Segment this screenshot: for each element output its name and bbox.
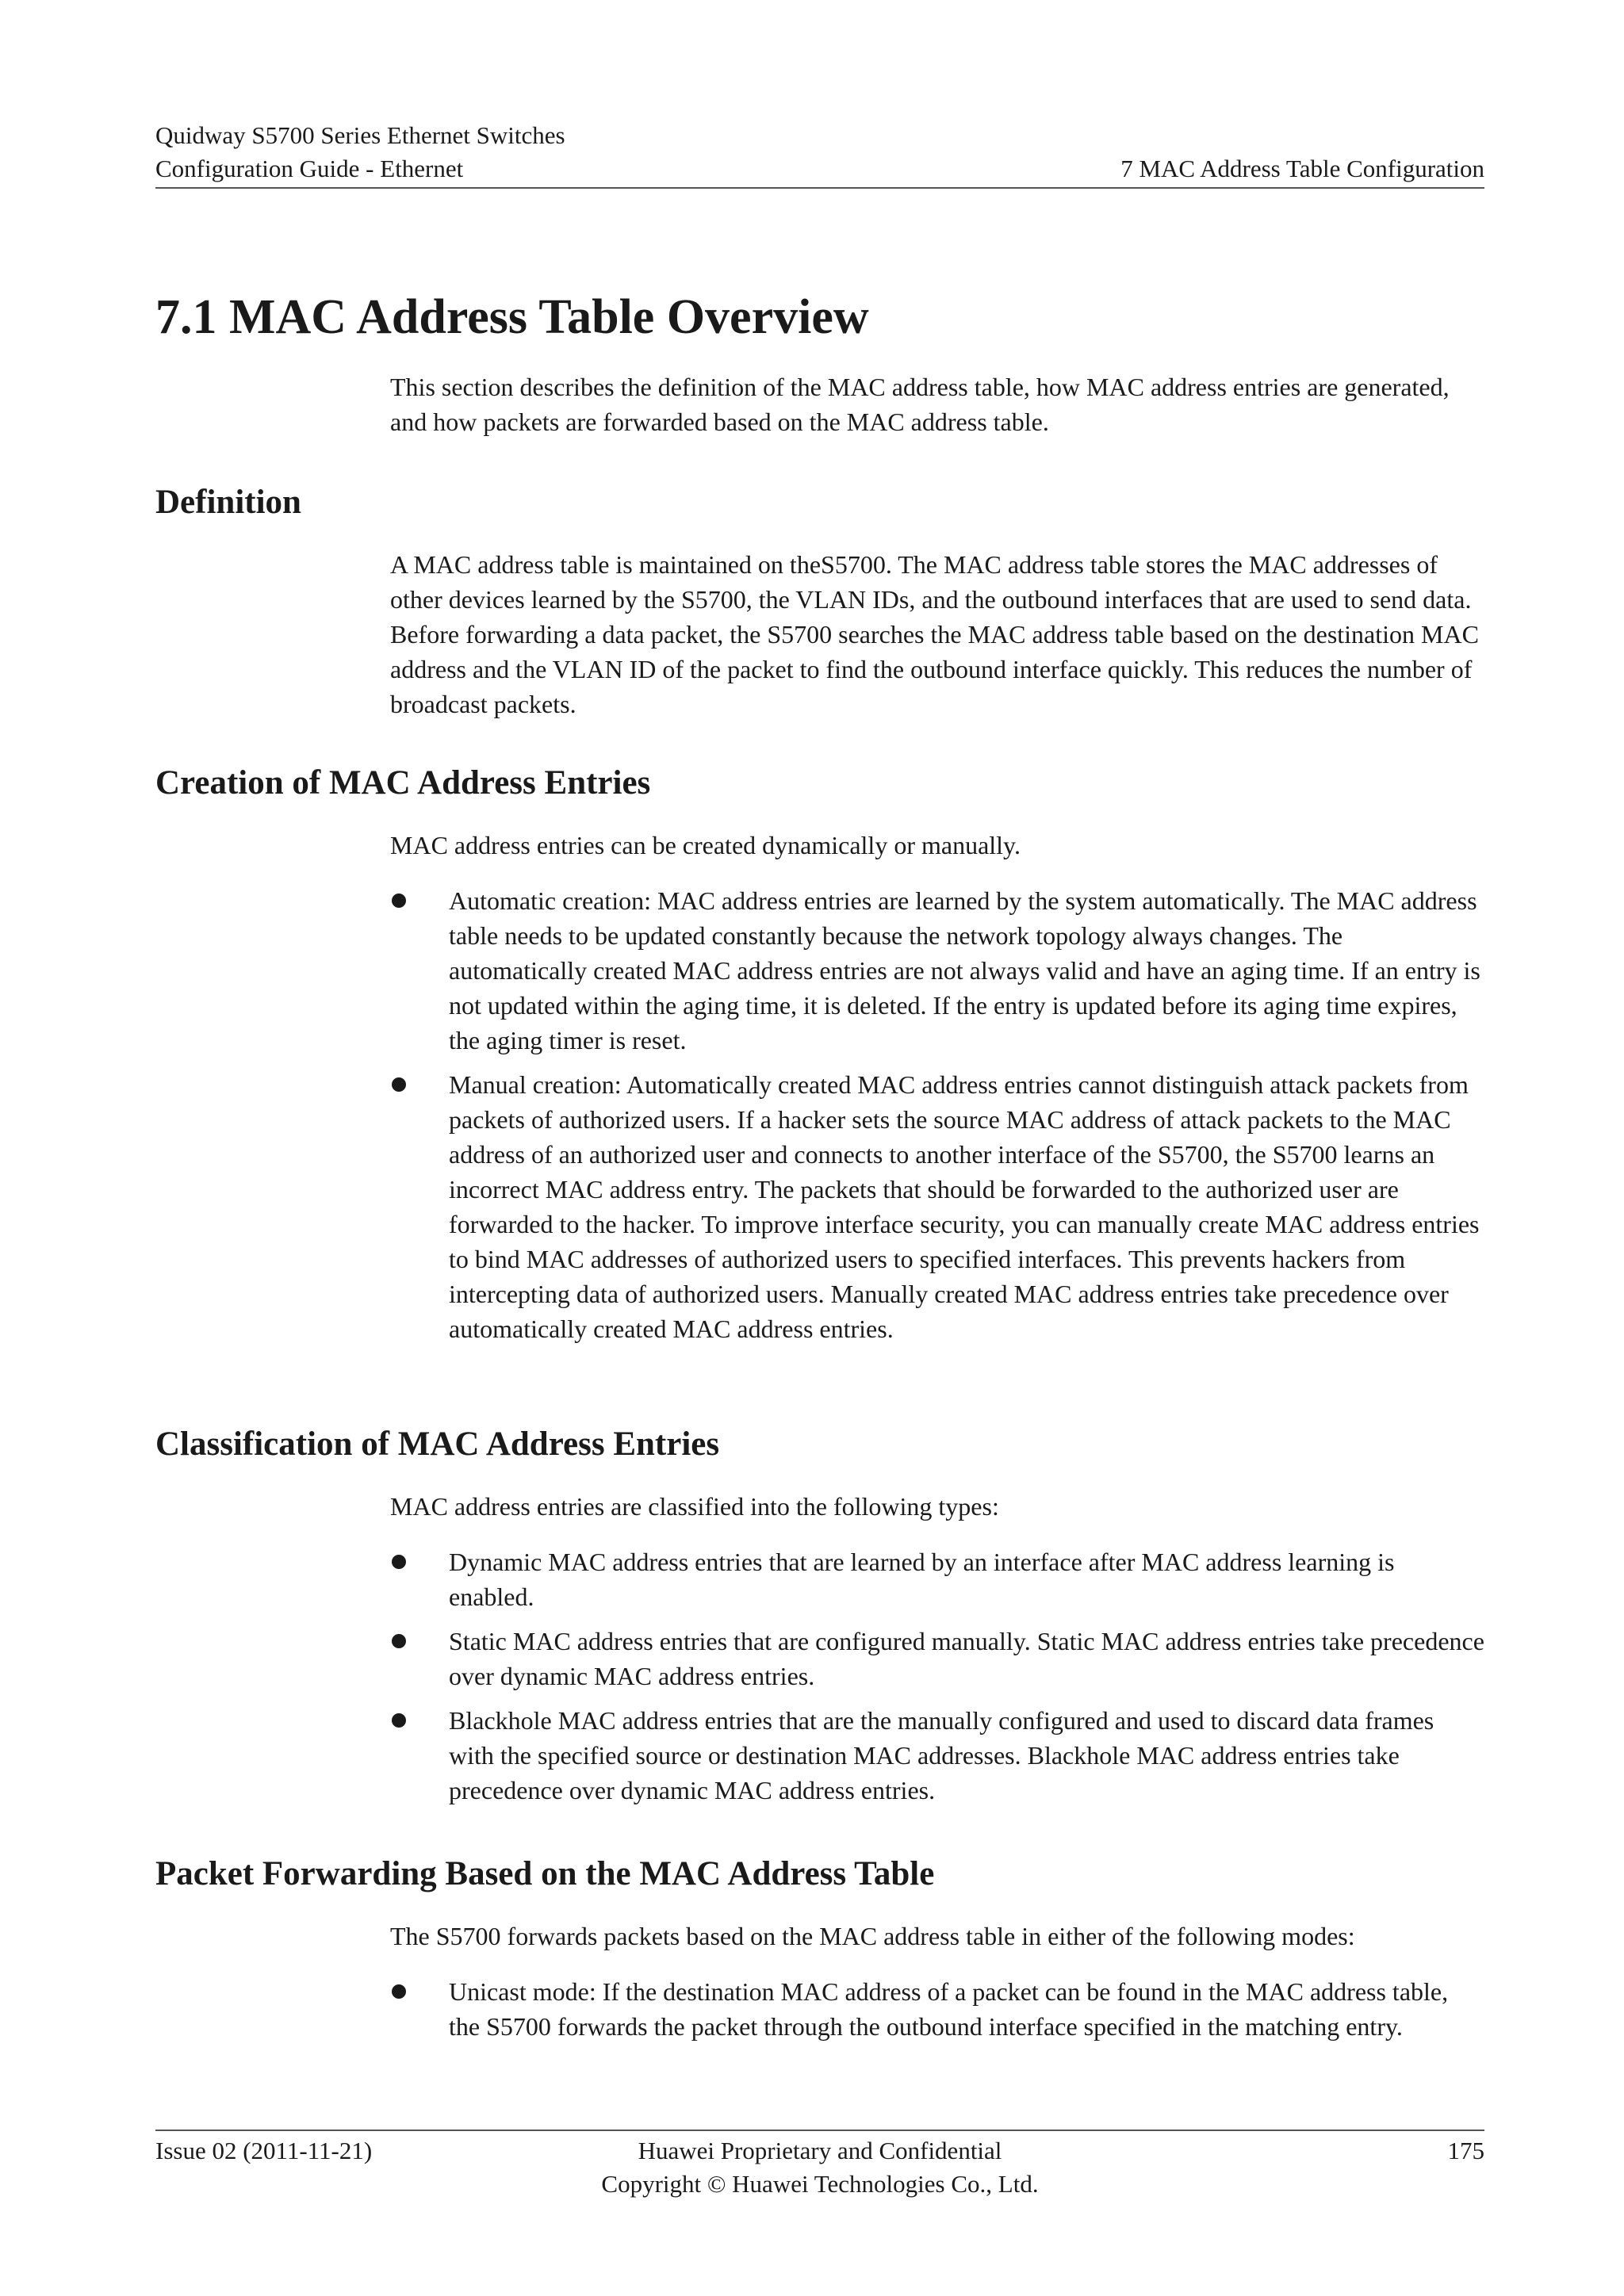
bullet-dot-icon xyxy=(392,1077,406,1092)
footer-confidential: Huawei Proprietary and Confidential xyxy=(638,2137,1002,2164)
forwarding-list xyxy=(390,1974,1484,2053)
definition-paragraph: A MAC address table is maintained on theS5700. The MAC address table stores the MAC addresses of other devices learned by the S5700, the VLAN IDs, and the outbound interfaces that are used to send data. Before forwarding a data packet, the S5700 searches the MAC address table based on the destination MAC address and the VLAN ID of the packet to find the outbound interface quickly. This reduces the number of broadcast packets. xyxy=(390,550,1479,718)
definition-heading: Definition xyxy=(155,484,301,521)
list-item-text: Unicast mode: If the destination MAC address of a packet can be found in the MAC address table, the S5700 forwards the packet through the outbound interface specified in the matching entry. xyxy=(449,1977,1449,2041)
classification-intro: MAC address entries are classified into the following types: xyxy=(390,1492,999,1521)
classification-list xyxy=(390,1544,1484,1817)
creation-heading: Creation of MAC Address Entries xyxy=(155,764,651,802)
footer-issue: Issue 02 (2011-11-21) xyxy=(155,2137,373,2164)
bullet-dot-icon xyxy=(392,1634,406,1648)
list-item xyxy=(390,1067,1484,1346)
bullet-dot-icon xyxy=(392,894,406,908)
header-product: Quidway S5700 Series Ethernet Switches xyxy=(155,121,565,149)
forwarding-heading: Packet Forwarding Based on the MAC Address Table xyxy=(155,1855,935,1892)
header-chapter: 7 MAC Address Table Configuration xyxy=(1120,155,1484,182)
footer-copyright xyxy=(155,2134,1484,2201)
list-item xyxy=(390,1624,1484,1693)
list-item xyxy=(390,1544,1484,1614)
page-header xyxy=(155,119,1484,189)
page-number: 175 xyxy=(1447,2137,1484,2164)
forwarding-intro: The S5700 forwards packets based on the MAC address table in either of the following modes: xyxy=(390,1922,1355,1950)
creation-intro: MAC address entries can be created dynamically or manually. xyxy=(390,831,1021,859)
footer-copyright-line: Copyright © Huawei Technologies Co., Ltd. xyxy=(601,2170,1039,2198)
list-item-text: Blackhole MAC address entries that are the manually configured and used to discard data frames with the specified source or destination MAC addresses. Blackhole MAC address entries take precedence over dynamic MAC address entries. xyxy=(449,1706,1434,1804)
list-item-text: Static MAC address entries that are configured manually. Static MAC address entries take precedence over dynamic MAC address entries. xyxy=(449,1627,1484,1690)
header-guide: Configuration Guide - Ethernet xyxy=(155,155,464,182)
list-item-text: Manual creation: Automatically created MAC address entries cannot distinguish attack packets from packets of authorized users. If a hacker sets the source MAC address of attack packets to the MAC address of an authorized user and connects to another interface of the S5700, the S5700 learns an incorrect MAC address entry. The packets that should be forwarded to the authorized user are forwarded to the hacker. To improve interface security, you can manually create MAC address entries to bind MAC addresses of authorized users to specified interfaces. This prevents hackers from intercepting data of authorized users. Manually created MAC address entries take precedence over automatically created MAC address entries. xyxy=(449,1070,1480,1343)
creation-list xyxy=(390,883,1484,1356)
intro-paragraph: This section describes the definition of the MAC address table, how MAC address entries are generated, and how packets are forwarded based on the MAC address table. xyxy=(390,373,1450,436)
bullet-dot-icon xyxy=(392,1555,406,1569)
classification-heading: Classification of MAC Address Entries xyxy=(155,1425,720,1463)
page-footer xyxy=(155,2130,1484,2198)
page-title: 7.1 MAC Address Table Overview xyxy=(155,290,869,344)
list-item xyxy=(390,1703,1484,1808)
bullet-dot-icon xyxy=(392,1713,406,1728)
list-item xyxy=(390,883,1484,1058)
bullet-dot-icon xyxy=(392,1984,406,1999)
list-item xyxy=(390,1974,1484,2044)
list-item-text: Dynamic MAC address entries that are learned by an interface after MAC address learning is enabled. xyxy=(449,1548,1395,1611)
list-item-text: Automatic creation: MAC address entries are learned by the system automatically. The MAC address table needs to be updated constantly because the network topology always changes. The automatically created MAC address entries are not always valid and have an aging time. If an entry is not updated within the aging time, it is deleted. If the entry is updated before its aging time expires, the aging timer is reset. xyxy=(449,886,1480,1054)
